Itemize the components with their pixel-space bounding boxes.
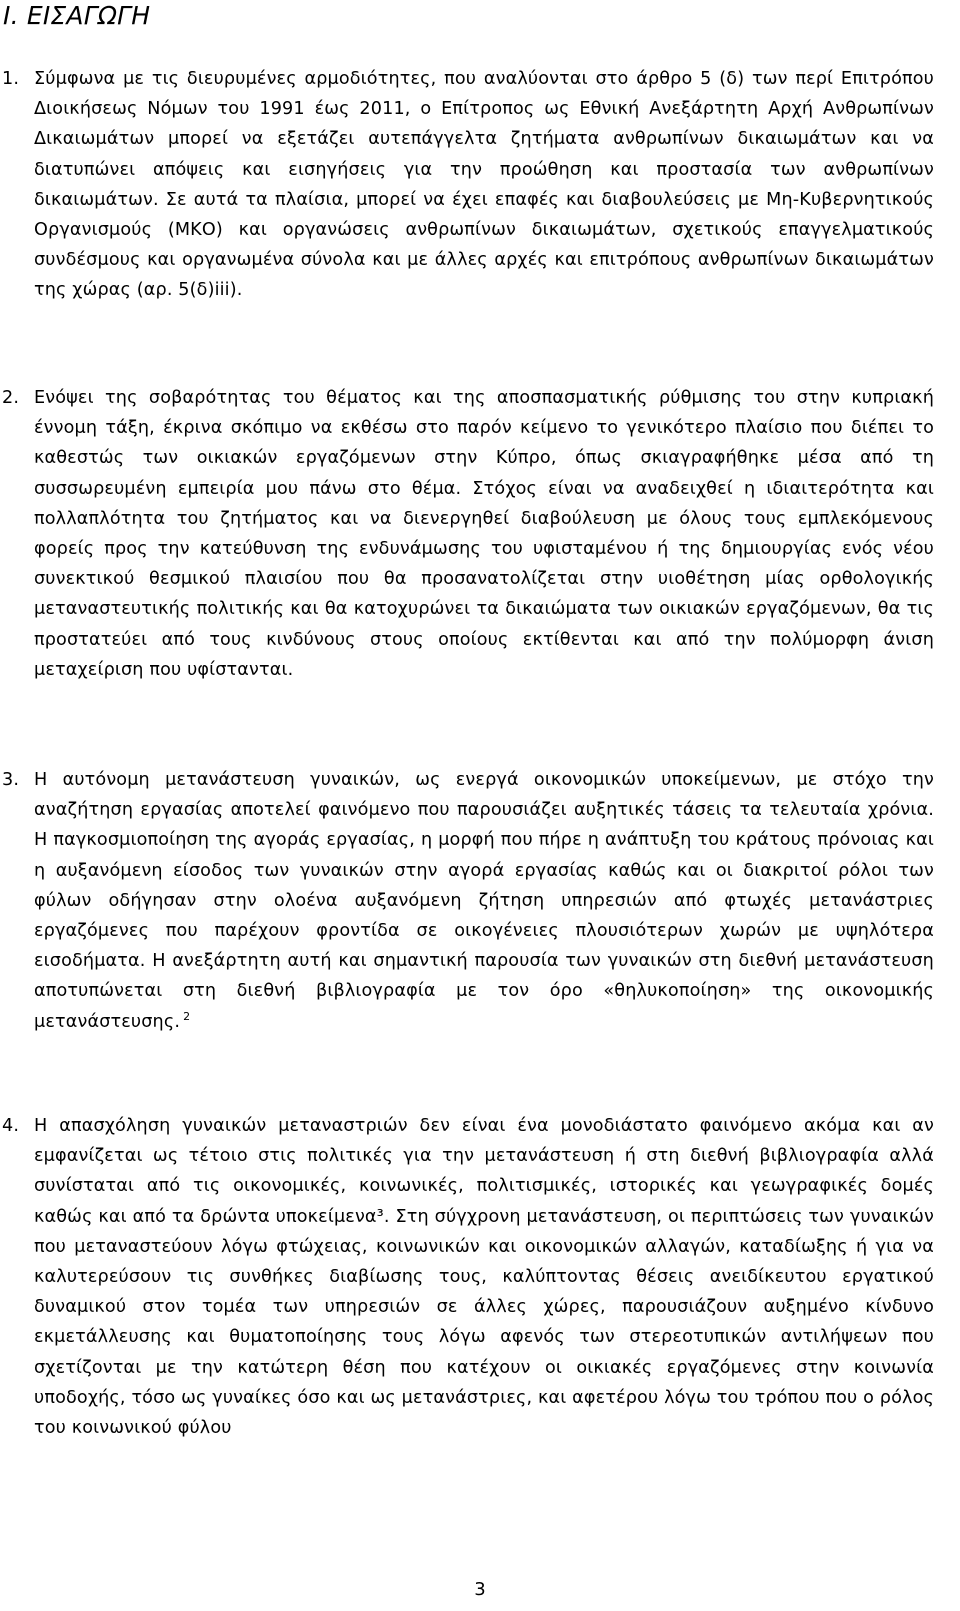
paragraph-text: Η αυτόνομη μετανάστευση γυναικών, ως ενεργά οικονομικών υποκείμενων, με στόχο την αναζήτηση εργασίας αποτελεί φαινόμενο που παρουσιάζει αυξητικές τάσεις τα τελευταία χρόνια. Η παγκοσμιοποίηση της αγοράς εργασίας, η μορφή που πήρε η ανάπτυξη του κράτους πρόνοιας και η αυξανόμενη είσοδος των γυναικών στην αγορά εργασίας καθώς και οι διακριτοί ρόλοι των φύλων οδήγησαν στην ολοένα αυξανόμενη ζήτηση υπηρεσιών από φτωχές μετανάστριες εργαζόμενες που παρέχουν φροντίδα σε οικογένειες πλουσιότερων χωρών με υψηλότερα εισοδήματα. Η ανεξάρτητη αυτή και σημαντική παρουσία των γυναικών στη διεθνή μετανάστευση αποτυπώνεται στη διεθνή βιβλιογραφία με τον όρο «θηλυκοποίηση» της οικονομικής μετανάστευσης. (34, 770, 934, 1032)
paragraph-1 (2, 64, 934, 306)
paragraph-2 (2, 383, 934, 685)
section-heading: Ι. ΕΙΣΑΓΩΓΗ (3, 1, 151, 30)
paragraph-number: 3. (2, 770, 20, 790)
paragraph-text: Η απασχόληση γυναικών μεταναστριών δεν είναι ένα μονοδιάστατο φαινόμενο ακόμα και αν εμφανίζεται ως τέτοιο στις πολιτικές για την μετανάστευση ή στη διεθνή βιβλιογραφία αλλά συνίσταται από τις οικονομικές, κοινωνικές, πολιτισμικές, ιστορικές και γεωγραφικές δομές καθώς και από τα δρώντα υποκείμενα³. Στη σύγχρονη μετανάστευση, οι περιπτώσεις των γυναικών που μεταναστεύουν λόγω φτώχειας, κοινωνικών και οικονομικών αλλαγών, καταδίωξης ή για να καλυτερεύσουν τις συνθήκες διαβίωσης τους, καλύπτοντας θέσεις ανειδίκευτου εργατικού δυναμικού στον τομέα των υπηρεσιών σε άλλες χώρες, παρουσιάζουν αυξημένο κίνδυνο εκμετάλλευσης και θυματοποίησης τους λόγω αφενός των στερεοτυπικών αντιλήψεων που σχετίζονται με την κατώτερη θέση που κατέχουν οι οικιακές εργαζόμενες στην κοινωνία υποδοχής, τόσο ως γυναίκες όσο και ως μετανάστριες, και αφετέρου λόγω του τρόπου που ο ρόλος του κοινωνικού φύλου (34, 1116, 934, 1439)
paragraph-number: 1. (2, 69, 20, 89)
footnote-marker[interactable]: 2 (183, 1009, 191, 1023)
paragraph-number: 2. (2, 388, 20, 408)
paragraph-number: 4. (2, 1116, 20, 1136)
paragraph-4 (2, 1111, 934, 1443)
page-number: 3 (474, 1579, 486, 1600)
paragraph-3 (2, 765, 934, 1037)
paragraph-text: Σύμφωνα με τις διευρυμένες αρμοδιότητες, που αναλύονται στο άρθρο 5 (δ) των περί Επιτρόπου Διοικήσεως Νόμων του 1991 έως 2011, ο Επίτροπος ως Εθνική Ανεξάρτητη Αρχή Ανθρωπίνων Δικαιωμάτων μπορεί να εξετάζει αυτεπάγγελτα ζητήματα ανθρωπίνων δικαιωμάτων και να διατυπώνει απόψεις και εισηγήσεις για την προώθηση και προστασία των ανθρωπίνων δικαιωμάτων. Σε αυτά τα πλαίσια, μπορεί να έχει επαφές και διαβουλεύσεις με Μη-Κυβερνητικούς Οργανισμούς (ΜΚΟ) και οργανώσεις ανθρωπίνων δικαιωμάτων, σχετικούς επαγγελματικούς συνδέσμους και οργανωμένα σύνολα και με άλλες αρχές και επιτρόπους ανθρωπίνων δικαιωμάτων της χώρας (αρ. 5(δ)iii). (34, 69, 934, 301)
paragraph-text: Ενόψει της σοβαρότητας του θέματος και της αποσπασματικής ρύθμισης του στην κυπριακή έννομη τάξη, έκρινα σκόπιμο να εκθέσω στο παρόν κείμενο το γενικότερο πλαίσιο που διέπει το καθεστώς των οικιακών εργαζόμενων στην Κύπρο, όπως σκιαγραφήθηκε μέσα από τη συσσωρευμένη εμπειρία μου πάνω στο θέμα. Στόχος είναι να αναδειχθεί η ιδιαιτερότητα και πολλαπλότητα του ζητήματος και να διενεργηθεί διαβούλευση με όλους τους εμπλεκόμενους φορείς προς την κατεύθυνση της ενδυνάμωσης του υφισταμένου ή της δημιουργίας ενός νέου συνεκτικού θεσμικού πλαισίου που θα προσανατολίζεται στην υιοθέτηση μίας ορθολογικής μεταναστευτικής πολιτικής και θα κατοχυρώνει τα δικαιώματα των οικιακών εργαζόμενων, θα τις προστατεύει από τους κινδύνους στους οποίους εκτίθενται και από την πολύμορφη άνιση μεταχείριση που υφίστανται. (34, 388, 934, 680)
